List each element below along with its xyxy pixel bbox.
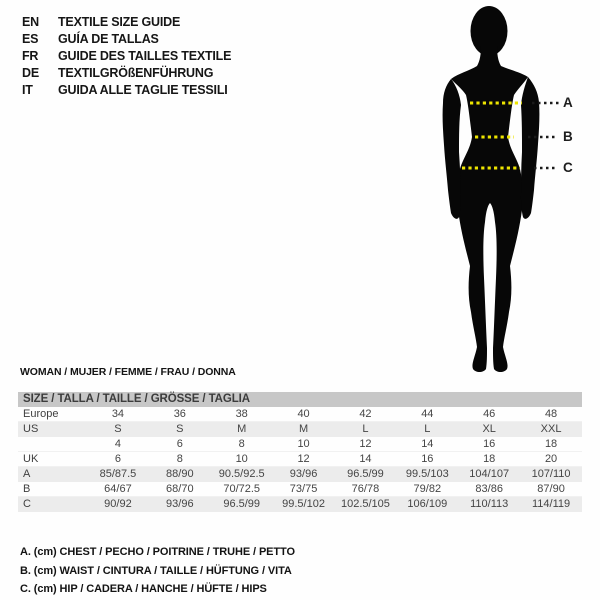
language-code: FR <box>22 49 39 63</box>
table-row <box>18 482 582 497</box>
size-cell: 8 <box>211 437 273 452</box>
size-cell: 38 <box>211 407 273 422</box>
language-code: EN <box>22 15 39 29</box>
size-table-grid <box>18 407 582 512</box>
size-cell: L <box>335 422 397 437</box>
silhouette-left-arm <box>443 79 461 219</box>
size-cell: S <box>87 422 149 437</box>
size-cell: 110/113 <box>458 497 520 512</box>
size-cell: 96.5/99 <box>335 467 397 482</box>
size-cell: 44 <box>396 407 458 422</box>
table-row <box>18 422 582 437</box>
table-row <box>18 437 582 452</box>
size-cell: M <box>211 422 273 437</box>
size-cell: 12 <box>335 437 397 452</box>
size-cell: 99.5/103 <box>396 467 458 482</box>
size-cell: 10 <box>273 437 335 452</box>
size-cell: 88/90 <box>149 467 211 482</box>
size-cell: 40 <box>273 407 335 422</box>
language-title: GUIDA ALLE TAGLIE TESSILI <box>58 83 228 97</box>
language-code: ES <box>22 32 39 46</box>
size-cell: M <box>273 422 335 437</box>
row-label: A <box>18 467 87 482</box>
size-cell: 16 <box>396 452 458 467</box>
size-cell: 99.5/102 <box>273 497 335 512</box>
size-cell: 14 <box>335 452 397 467</box>
row-label: B <box>18 482 87 497</box>
size-cell: 107/110 <box>520 467 582 482</box>
row-label: C <box>18 497 87 512</box>
size-cell: 83/86 <box>458 482 520 497</box>
size-cell: 70/72.5 <box>211 482 273 497</box>
size-cell: 18 <box>458 452 520 467</box>
size-cell: 79/82 <box>396 482 458 497</box>
legend-chest: A. (cm) CHEST / PECHO / POITRINE / TRUHE / PETTO <box>20 546 295 558</box>
size-cell: L <box>396 422 458 437</box>
language-title: GUÍA DE TALLAS <box>58 32 159 46</box>
size-cell: 102.5/105 <box>335 497 397 512</box>
size-table <box>18 392 582 512</box>
table-row <box>18 467 582 482</box>
language-title: TEXTILE SIZE GUIDE <box>58 15 181 29</box>
silhouette-body <box>451 46 528 372</box>
size-cell: 18 <box>520 437 582 452</box>
size-cell: 8 <box>149 452 211 467</box>
size-cell: 85/87.5 <box>87 467 149 482</box>
size-cell: 14 <box>396 437 458 452</box>
size-cell: XXL <box>520 422 582 437</box>
language-title: GUIDE DES TAILLES TEXTILE <box>58 49 232 63</box>
size-cell: 104/107 <box>458 467 520 482</box>
size-cell: 64/67 <box>87 482 149 497</box>
size-cell: XL <box>458 422 520 437</box>
size-cell: 93/96 <box>149 497 211 512</box>
size-cell: 12 <box>273 452 335 467</box>
row-label: UK <box>18 452 87 467</box>
size-table-body <box>18 407 582 512</box>
marker-label-hip: C <box>563 160 573 175</box>
size-cell: 114/119 <box>520 497 582 512</box>
size-cell: 93/96 <box>273 467 335 482</box>
row-label <box>18 437 87 452</box>
marker-label-waist: B <box>563 129 573 144</box>
size-cell: 42 <box>335 407 397 422</box>
table-row <box>18 452 582 467</box>
size-cell: 34 <box>87 407 149 422</box>
table-row <box>18 407 582 422</box>
row-label: US <box>18 422 87 437</box>
size-table-header: SIZE / TALLA / TAILLE / GRÖSSE / TAGLIA <box>18 392 582 407</box>
language-code: DE <box>22 66 39 80</box>
size-cell: 20 <box>520 452 582 467</box>
language-title: TEXTILGRÖßENFÜHRUNG <box>58 66 214 80</box>
size-cell: 96.5/99 <box>211 497 273 512</box>
size-cell: 36 <box>149 407 211 422</box>
size-cell: 76/78 <box>335 482 397 497</box>
size-cell: 106/109 <box>396 497 458 512</box>
size-cell: 6 <box>149 437 211 452</box>
size-cell: 87/90 <box>520 482 582 497</box>
language-code: IT <box>22 83 33 97</box>
size-cell: 46 <box>458 407 520 422</box>
size-cell: 68/70 <box>149 482 211 497</box>
measurement-legend <box>20 543 295 599</box>
row-label: Europe <box>18 407 87 422</box>
section-title: WOMAN / MUJER / FEMME / FRAU / DONNA <box>20 366 236 378</box>
size-cell: 16 <box>458 437 520 452</box>
silhouette-right-arm <box>521 77 539 219</box>
size-cell: S <box>149 422 211 437</box>
size-cell: 6 <box>87 452 149 467</box>
legend-waist: B. (cm) WAIST / CINTURA / TAILLE / HÜFTUNG / VITA <box>20 564 292 577</box>
size-cell: 4 <box>87 437 149 452</box>
marker-label-chest: A <box>563 95 573 110</box>
size-cell: 90/92 <box>87 497 149 512</box>
size-cell: 48 <box>520 407 582 422</box>
size-cell: 90.5/92.5 <box>211 467 273 482</box>
size-cell: 10 <box>211 452 273 467</box>
legend-hip: C. (cm) HIP / CADERA / HANCHE / HÜFTE / HIPS <box>20 583 267 595</box>
size-cell: 73/75 <box>273 482 335 497</box>
table-row <box>18 497 582 512</box>
